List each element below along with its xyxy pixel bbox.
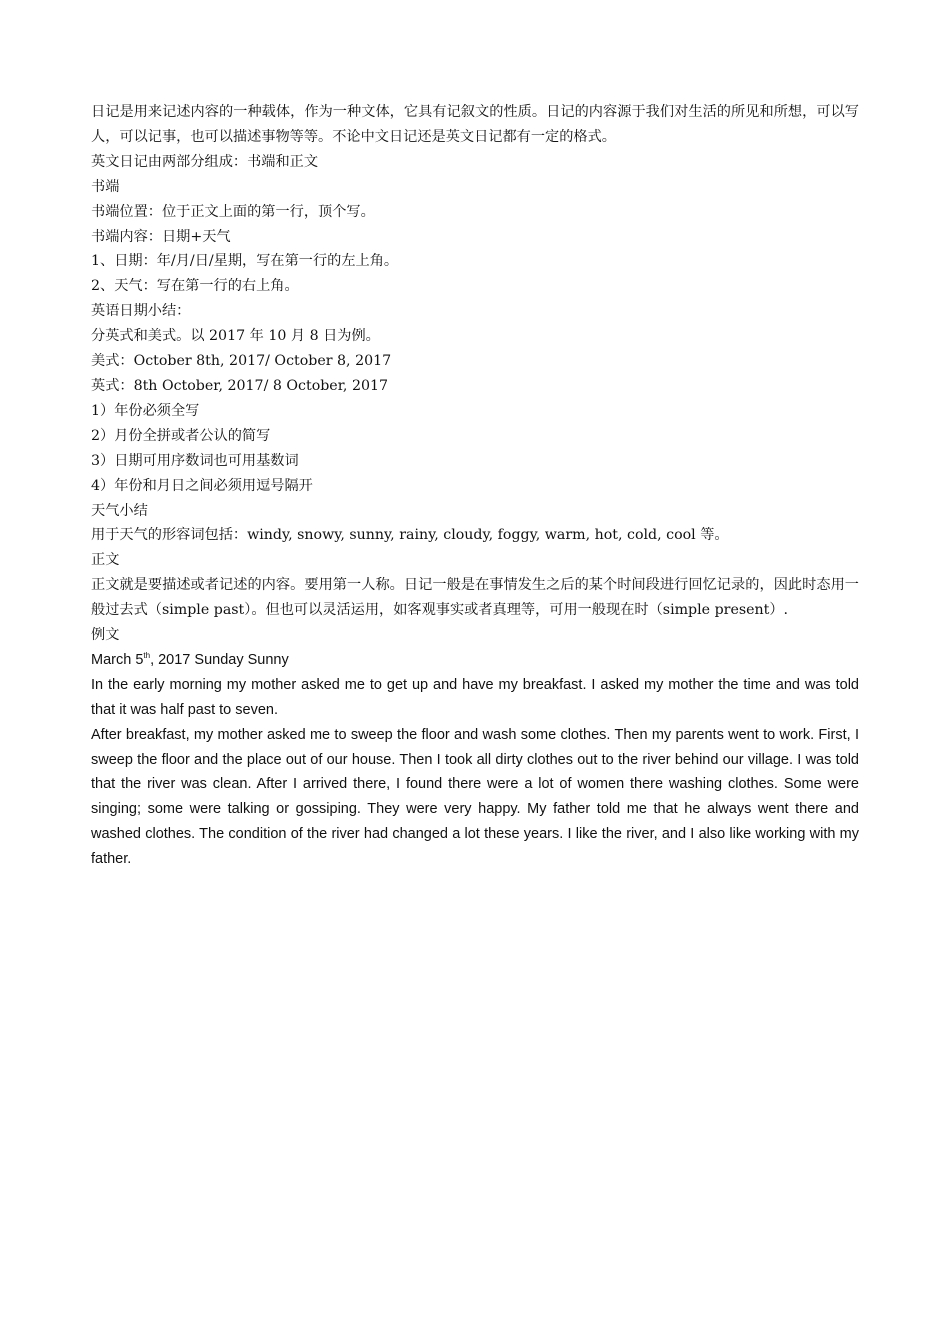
rule-item: 3）日期可用序数词也可用基数词	[91, 452, 299, 469]
rule-item: 2）月份全拼或者公认的简写	[91, 427, 271, 444]
body-section-title: 正文	[91, 552, 120, 569]
example-paragraph-2: After breakfast, my mother asked me to sweep the floor and wash some clothes. Then my parents went to work. First, I sweep the floor and the place out of our house. Then I took all dirty clothes out to the river behind our village. I was told that the river was clean. After I arrived there, I found there were a lot of women there washing clothes. Some were singing; some were talking or gossiping. They were very happy. My father told me that he always went there and washed clothes. The condition of the river had changed a lot these years. I like the river, and I also like working with my father.	[91, 726, 859, 868]
date-summary-title: 英语日期小结：	[91, 303, 191, 320]
document-page	[91, 100, 859, 872]
rule-item: 1）年份必须全写	[91, 402, 200, 419]
example-date-line	[91, 648, 859, 673]
example-paragraph-1: In the early morning my mother asked me to get up and have my breakfast. I asked my mother the time and was told that it was half past to seven.	[91, 676, 859, 718]
weather-adjectives-line: 用于天气的形容词包括：windy, snowy, sunny, rainy, cloudy, foggy, warm, hot, cold, cool 等。	[91, 527, 729, 544]
intro-paragraph: 日记是用来记述内容的一种载体，作为一种文体，它具有记叙文的性质。日记的内容源于我们对生活的所见和所想，可以写人，可以记事，也可以描述事物等等。不论中文日记还是英文日记都有一定的格式。	[91, 104, 859, 145]
example-date-ordinal: th	[143, 651, 151, 661]
date-item: 1、日期：年/月/日/星期，写在第一行的左上角。	[91, 253, 399, 270]
body-description: 正文就是要描述或者记述的内容。要用第一人称。日记一般是在事情发生之后的某个时间段进行回忆记录的，因此时态用一般过去式（simple past）。但也可以灵活运用，如客观事实或者真理等，可用一般现在时（simple present）.	[91, 577, 859, 619]
heading-position-line: 书端位置：位于正文上面的第一行，顶个写。	[91, 203, 375, 220]
rule-item: 4）年份和月日之间必须用逗号隔开	[91, 477, 313, 494]
date-styles-line: 分英式和美式。以 2017 年 10 月 8 日为例。	[91, 328, 380, 345]
british-format-line: 英式：8th October, 2017/ 8 October, 2017	[91, 377, 389, 394]
weather-item: 2、天气：写在第一行的右上角。	[91, 278, 299, 295]
american-format-line: 美式：October 8th, 2017/ October 8, 2017	[91, 353, 392, 370]
example-date-rest: , 2017 Sunday Sunny	[150, 651, 289, 668]
heading-content-line: 书端内容：日期+天气	[91, 228, 231, 245]
example-date-month: March 5	[91, 651, 144, 668]
weather-summary-title: 天气小结	[91, 502, 148, 519]
example-section-title: 例文	[91, 627, 120, 644]
structure-line: 英文日记由两部分组成：书端和正文	[91, 153, 319, 170]
heading-section-title: 书端	[91, 178, 120, 195]
